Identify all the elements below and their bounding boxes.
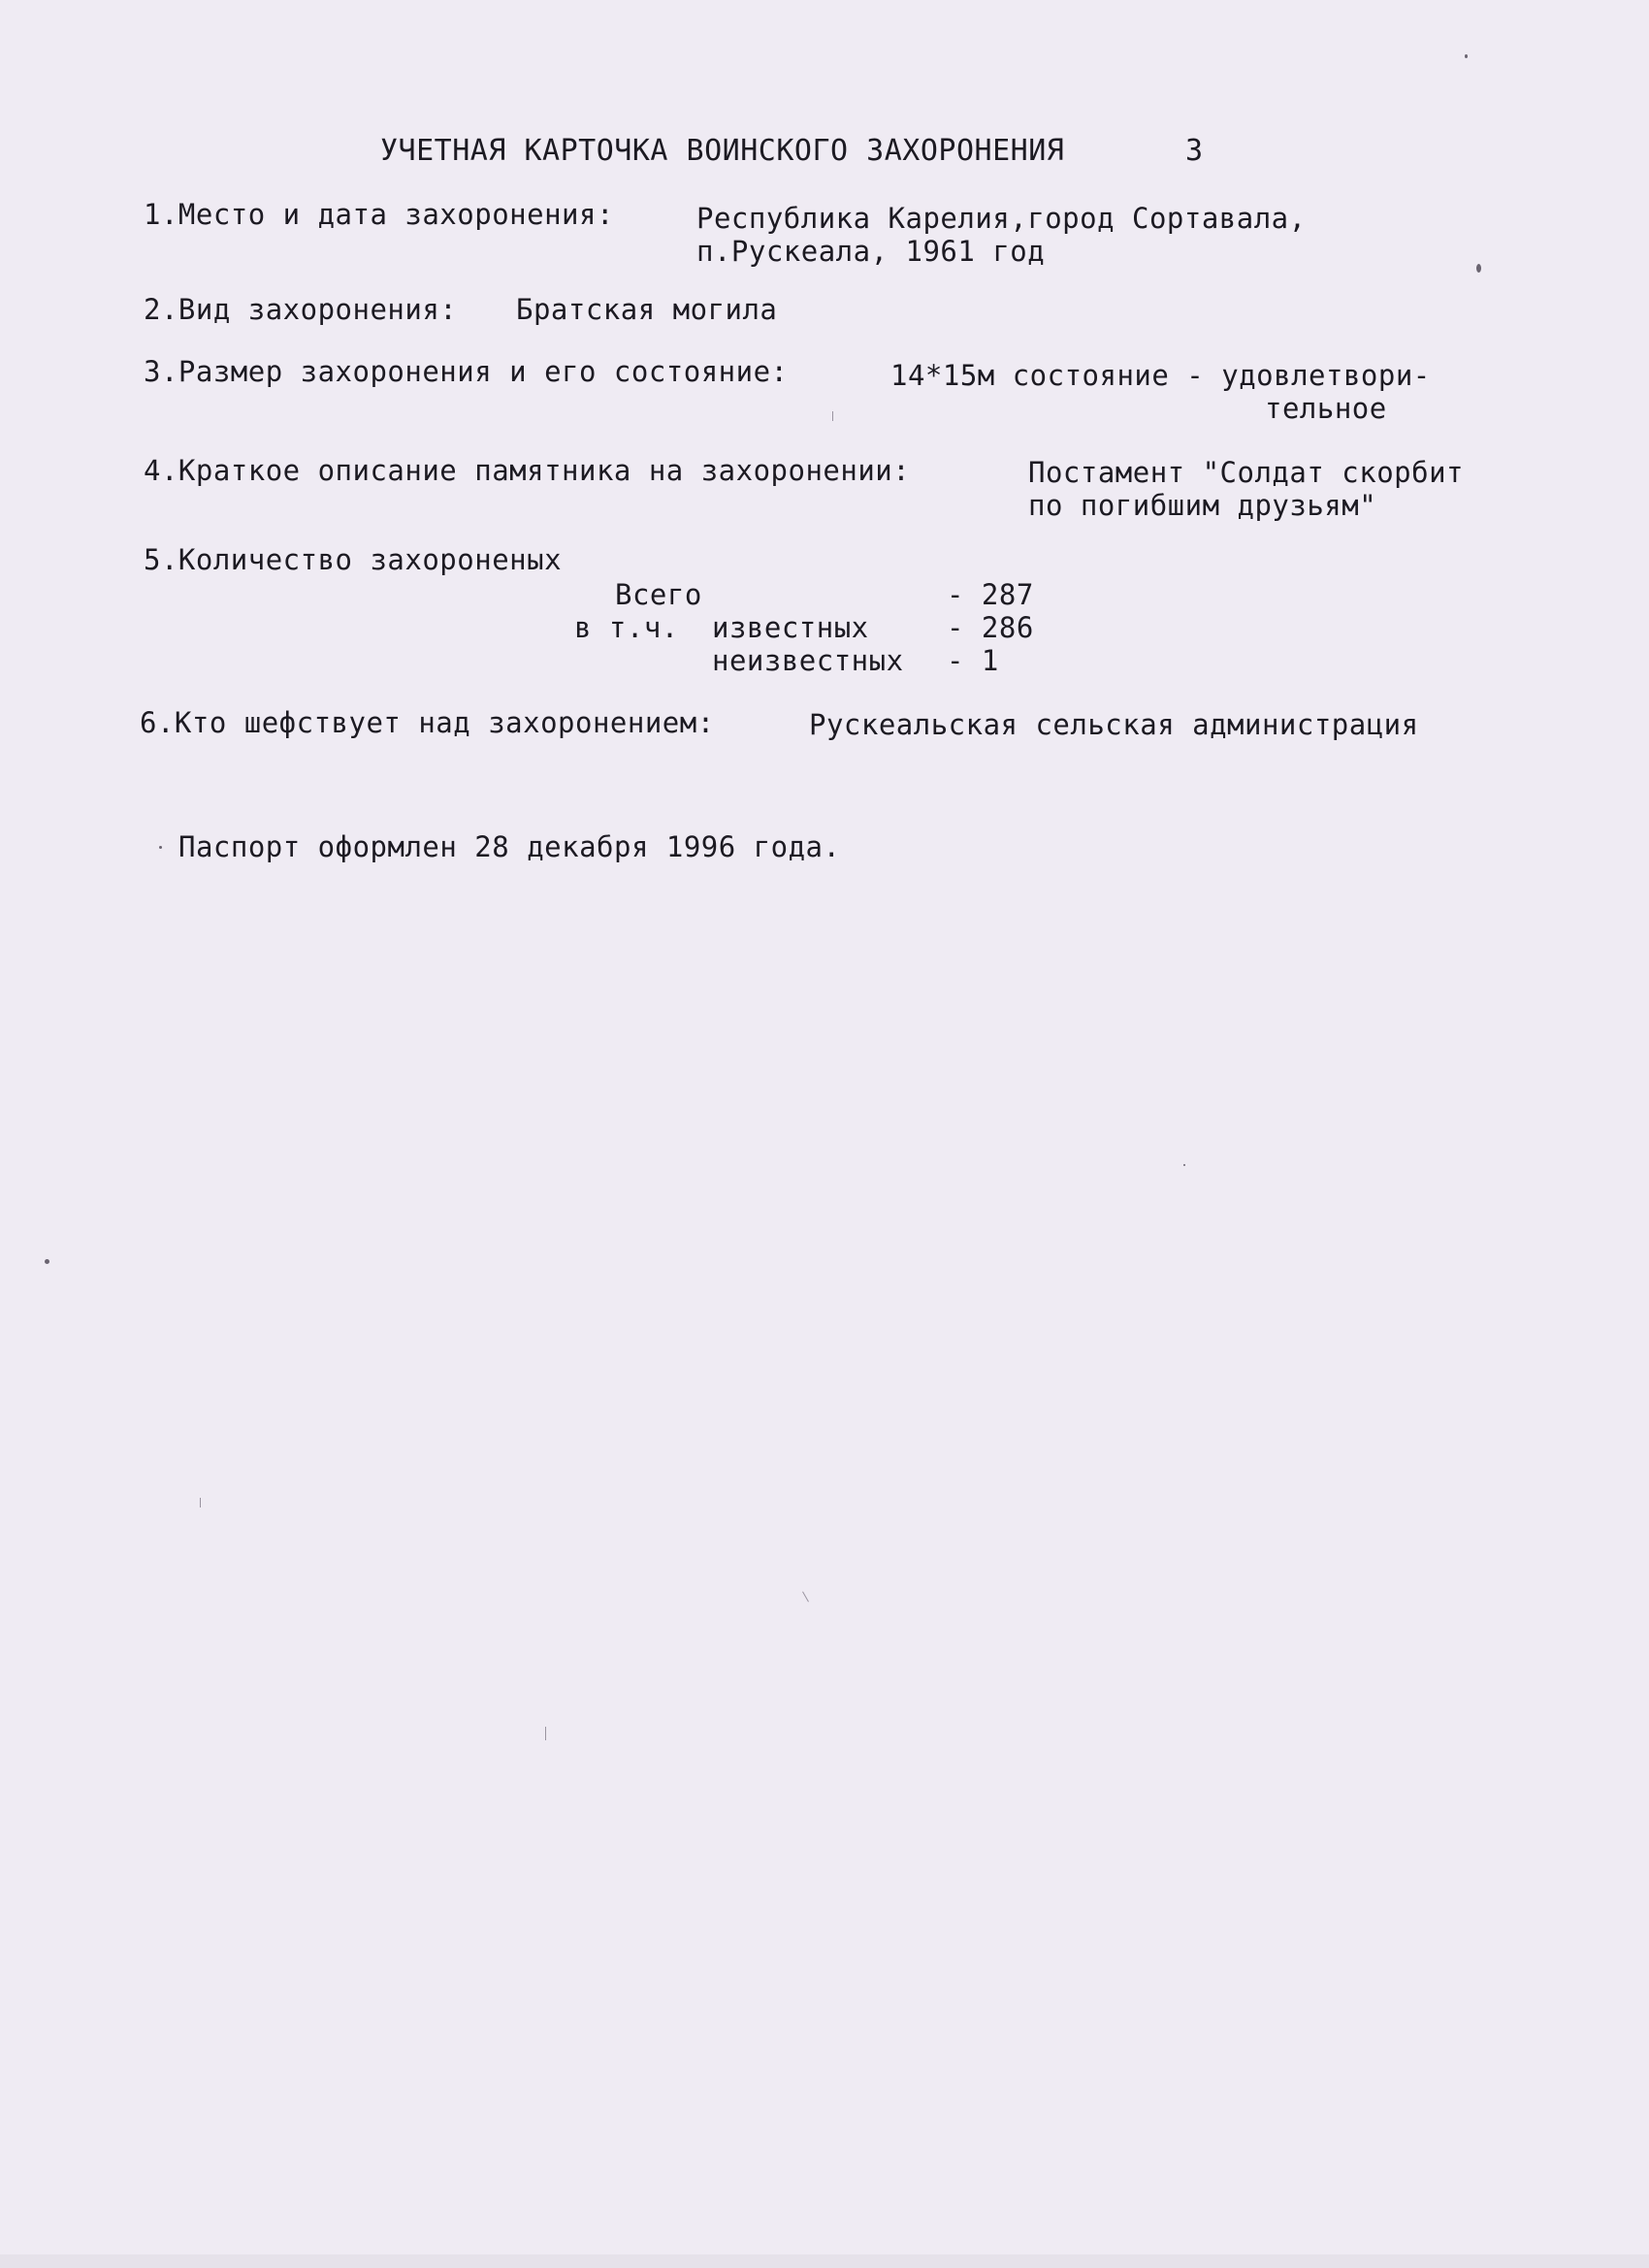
scan-speck [45,1259,49,1264]
item-4-value-line1: Постамент "Солдат скорбит [1028,456,1464,489]
scan-scratch [802,1592,809,1603]
unknown-label: неизвестных [712,644,904,677]
item-6-value: Рускеальская сельская администрация [809,708,1419,741]
item-4-value-line2: по погибшим друзьям" [1028,489,1377,522]
known-label: известных [712,611,869,644]
item-2-label: 2.Вид захоронения: [144,293,458,326]
scan-speck [1183,1164,1185,1166]
item-6-label: 6.Кто шефствует над захоронением: [140,706,715,739]
incl-prefix: в т.ч. [574,611,679,644]
scan-scratch [832,411,833,421]
item-3-value-line2: тельное [1265,392,1387,425]
scan-speck [159,846,162,849]
item-2-value: Братская могила [516,293,778,326]
item-3-label: 3.Размер захоронения и его состояние: [144,355,789,388]
unknown-value: - 1 [947,644,999,677]
document-title: УЧЕТНАЯ КАРТОЧКА ВОИНСКОГО ЗАХОРОНЕНИЯ [380,134,1065,168]
document-footer: Паспорт оформлен 28 декабря 1996 года. [178,830,841,863]
item-1-label: 1.Место и дата захоронения: [144,198,614,231]
total-label: Всего [615,578,702,611]
total-value: - 287 [947,578,1034,611]
item-3-value-line1: 14*15м состояние - удовлетвори- [890,359,1431,392]
scan-speck [1476,264,1481,273]
scan-bottom-edge [0,2254,1649,2268]
scan-speck [1465,54,1468,58]
item-5-label: 5.Количество захороненых [144,543,563,576]
item-1-value-line1: Республика Карелия,город Сортавала, [696,202,1307,235]
card-number: 3 [1185,134,1204,168]
scan-scratch [200,1498,201,1507]
known-value: - 286 [947,611,1034,644]
item-4-label: 4.Краткое описание памятника на захоронении: [144,454,911,487]
item-1-value-line2: п.Рускеала, 1961 год [696,235,1046,268]
scan-scratch [545,1727,546,1740]
